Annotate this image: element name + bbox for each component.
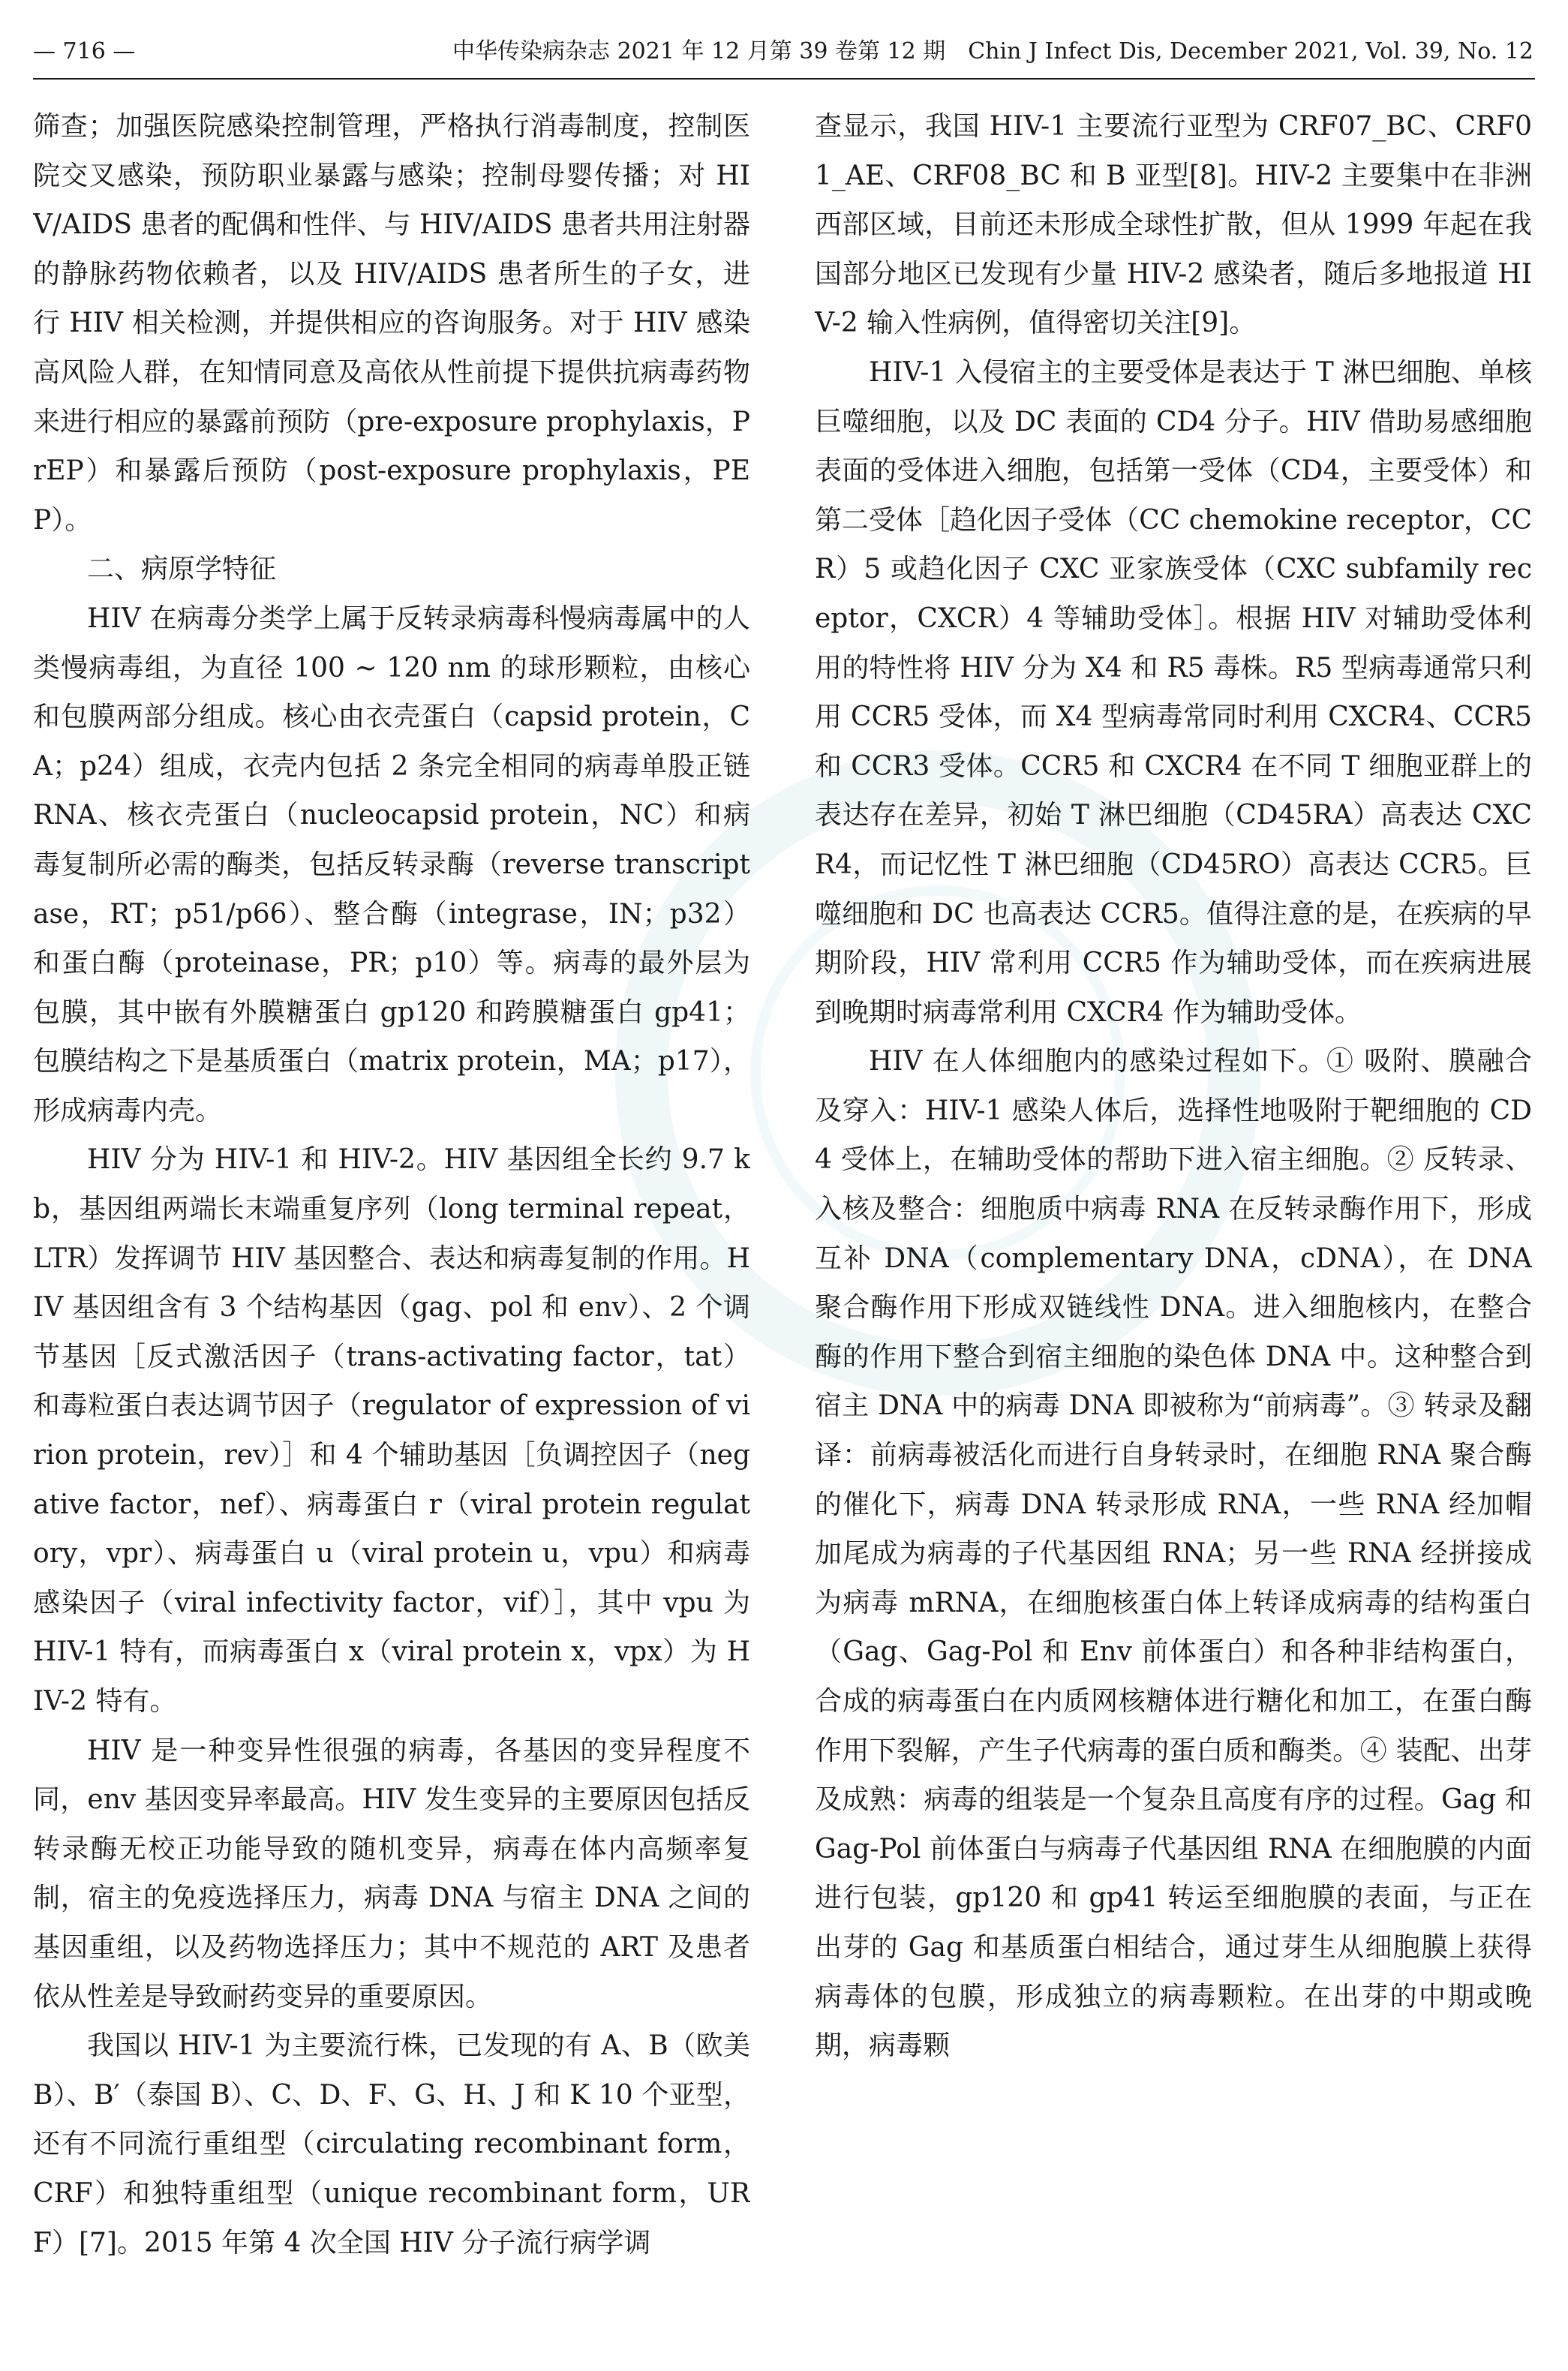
header-rule xyxy=(33,78,1535,80)
page-number: — 716 — xyxy=(33,38,136,65)
right-column xyxy=(815,102,1532,2353)
section-heading: 二、病原学特征 xyxy=(87,554,277,585)
paragraph: HIV-1 入侵宿主的主要受体是表达于 T 淋巴细胞、单核巨噬细胞，以及 DC 表面的 CD4 分子。HIV 借助易感细胞表面的受体进入细胞，包括第一受体（CD4，主要受体）和第二受体［趋化因子受体（CC chemokine receptor，CCR）5 或趋化因子 CXC 亚家族受体（CXC subfamily receptor，CXCR）4 等辅助受体］。根据 HIV 对辅助受体利用的特性将 HIV 分为 X4 和 R5 毒株。R5 型病毒通常只利用 CCR5 受体，而 X4 型病毒常同时利用 CXCR4、CCR5 和 CCR3 受体。CCR5 和 CXCR4 在不同 T 细胞亚群上的表达存在差异，初始 T 淋巴细胞（CD45RA）高表达 CXCR4，而记忆性 T 淋巴细胞（CD45RO）高表达 CCR5。巨噬细胞和 DC 也高表达 CCR5。值得注意的是，在疾病的早期阶段，HIV 常利用 CCR5 作为辅助受体，而在疾病进展到晚期时病毒常利用 CXCR4 作为辅助受体。 xyxy=(815,356,1532,1028)
paragraph: 筛查；加强医院感染控制管理，严格执行消毒制度，控制医院交叉感染，预防职业暴露与感染；控制母婴传播；对 HIV/AIDS 患者的配偶和性伴、与 HIV/AIDS 患者共用注射器的静脉药物依赖者，以及 HIV/AIDS 患者所生的子女，进行 HIV 相关检测，并提供相应的咨询服务。对于 HIV 感染高风险人群，在知情同意及高依从性前提下提供抗病毒药物来进行相应的暴露前预防（pre-exposure prophylaxis，PrEP）和暴露后预防（post-exposure prophylaxis，PEP）。 xyxy=(33,111,750,536)
paragraph: HIV 在人体细胞内的感染过程如下。① 吸附、膜融合及穿入：HIV-1 感染人体后，选择性地吸附于靶细胞的 CD4 受体上，在辅助受体的帮助下进入宿主细胞。② 反转录、入核及整合：细胞质中病毒 RNA 在反转录酶作用下，形成互补 DNA（complementary DNA，cDNA），在 DNA 聚合酶作用下形成双链线性 DNA。进入细胞核内，在整合酶的作用下整合到宿主细胞的染色体 DNA 中。这种整合到宿主 DNA 中的病毒 DNA 即被称为“前病毒”。③ 转录及翻译：前病毒被活化而进行自身转录时，在细胞 RNA 聚合酶的催化下，病毒 DNA 转录形成 RNA，一些 RNA 经加帽加尾成为病毒的子代基因组 RNA；另一些 RNA 经拼接成为病毒 mRNA，在细胞核蛋白体上转译成病毒的结构蛋白（Gag、Gag-Pol 和 Env 前体蛋白）和各种非结构蛋白，合成的病毒蛋白在内质网核糖体进行糖化和加工，在蛋白酶作用下裂解，产生子代病毒的蛋白质和酶类。④ 装配、出芽及成熟：病毒的组装是一个复杂且高度有序的过程。Gag 和 Gag-Pol 前体蛋白与病毒子代基因组 RNA 在细胞膜的内面进行包装，gp120 和 gp41 转运至细胞膜的表面，与正在出芽的 Gag 和基质蛋白相结合，通过芽生从细胞膜上获得病毒体的包膜，形成独立的病毒颗粒。在出芽的中期或晚期，病毒颗 xyxy=(815,1046,1532,2062)
page-header xyxy=(33,33,1533,71)
paragraph: 我国以 HIV-1 为主要流行株，已发现的有 A、B（欧美 B）、B′（泰国 B）、C、D、F、G、H、J 和 K 10 个亚型，还有不同流行重组型（circulating recombinant form，CRF）和独特重组型（unique recombinant form，URF）[7]。2015 年第 4 次全国 HIV 分子流行病学调 xyxy=(33,2030,750,2258)
running-head: 中华传染病杂志 2021 年 12 月第 39 卷第 12 期 Chin J Infect Dis, December 2021, Vol. 39, No. 12 xyxy=(452,38,1533,65)
paragraph: HIV 分为 HIV-1 和 HIV-2。HIV 基因组全长约 9.7 kb，基因组两端长末端重复序列（long terminal repeat，LTR）发挥调节 HIV 基因整合、表达和病毒复制的作用。HIV 基因组含有 3 个结构基因（gag、pol 和 env）、2 个调节基因［反式激活因子（trans-activating factor，tat）和毒粒蛋白表达调节因子（regulator of expression of virion protein，rev）］和 4 个辅助基因［负调控因子（negative factor，nef）、病毒蛋白 r（viral protein regulatory，vpr）、病毒蛋白 u（viral protein u，vpu）和病毒感染因子（viral infectivity factor，vif）］，其中 vpu 为 HIV-1 特有，而病毒蛋白 x（viral protein x，vpx）为 HIV-2 特有。 xyxy=(33,1144,750,1717)
paragraph: HIV 在病毒分类学上属于反转录病毒科慢病毒属中的人类慢病毒组，为直径 100 ~ 120 nm 的球形颗粒，由核心和包膜两部分组成。核心由衣壳蛋白（capsid protein，CA；p24）组成，衣壳内包括 2 条完全相同的病毒单股正链 RNA、核衣壳蛋白（nucleocapsid protein，NC）和病毒复制所必需的酶类，包括反转录酶（reverse transcriptase，RT；p51/p66）、整合酶（integrase，IN；p32）和蛋白酶（proteinase，PR；p10）等。病毒的最外层为包膜，其中嵌有外膜糖蛋白 gp120 和跨膜糖蛋白 gp41；包膜结构之下是基质蛋白（matrix protein，MA；p17），形成病毒内壳。 xyxy=(33,603,750,1126)
left-column xyxy=(33,102,750,2353)
paragraph: 查显示，我国 HIV-1 主要流行亚型为 CRF07_BC、CRF01_AE、CRF08_BC 和 B 亚型[8]。HIV-2 主要集中在非洲西部区域，目前还未形成全球性扩散，但从 1999 年起在我国部分地区已发现有少量 HIV-2 感染者，随后多地报道 HIV-2 输入性病例，值得密切关注[9]。 xyxy=(815,111,1532,339)
paragraph: HIV 是一种变异性很强的病毒，各基因的变异程度不同，env 基因变异率最高。HIV 发生变异的主要原因包括反转录酶无校正功能导致的随机变异，病毒在体内高频率复制，宿主的免疫选择压力，病毒 DNA 与宿主 DNA 之间的基因重组，以及药物选择压力；其中不规范的 ART 及患者依从性差是导致耐药变异的重要原因。 xyxy=(33,1735,750,2012)
